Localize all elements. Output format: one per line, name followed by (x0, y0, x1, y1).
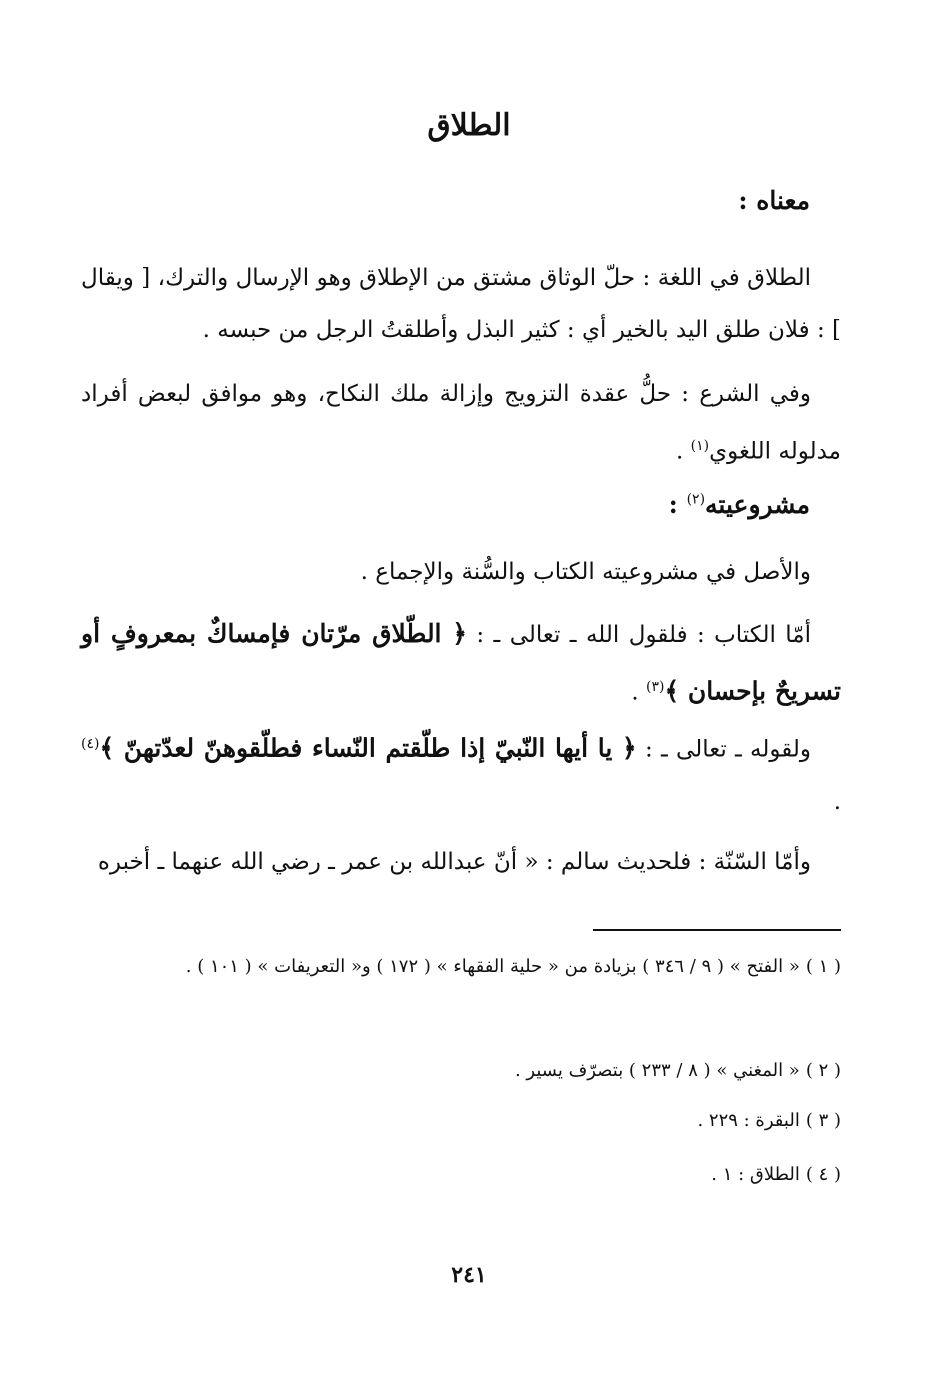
quran-verse-2: ﴿ يا أيها النّبيّ إذا طلّقتم النّساء فطلّقوهنّ لعدّتهنّ ﴾ (99, 733, 637, 763)
paragraph-end: . (833, 788, 841, 815)
footnote-text: الطلاق : ١ . (711, 1164, 800, 1185)
footnote-ref-3: (٣) (646, 679, 665, 695)
legitimacy-paragraph-4-text: وأمّا السّنّة : فلحديث سالم : « أنّ عبدالله بن عمر ـ رضي الله عنهما ـ أخبره (97, 849, 811, 875)
legitimacy-paragraph-1 (81, 546, 841, 598)
legitimacy-paragraph-4 (81, 836, 841, 888)
paragraph-end: . (631, 679, 647, 706)
chapter-title: الطلاق (427, 108, 511, 143)
footnote-3 (81, 1096, 841, 1146)
footnote-number: ( ٣ ) (805, 1110, 841, 1131)
footnote-ref-2: (٢) (686, 491, 706, 508)
footnote-text: البقرة : ٢٢٩ . (697, 1110, 800, 1131)
meaning-paragraph-2 (81, 368, 841, 478)
page-number: ٢٤١ (451, 1262, 487, 1288)
legitimacy-heading-text: مشروعيته (705, 490, 810, 519)
footnote-1 (81, 942, 841, 992)
footnote-ref-1: (١) (690, 438, 710, 454)
meaning-paragraph-1 (81, 252, 841, 356)
meaning-heading: معناه : (738, 186, 810, 215)
legitimacy-paragraph-1-text: والأصل في مشروعيته الكتاب والسُّنة والإجماع . (360, 559, 811, 585)
footnote-number: ( ٤ ) (805, 1164, 841, 1185)
legitimacy-paragraph-3 (81, 718, 841, 828)
footnote-text: « المغني » ( ٨ / ٢٣٣ ) بتصرّف يسير . (514, 1060, 800, 1081)
footnote-2 (81, 1046, 841, 1096)
footnote-4 (81, 1150, 841, 1200)
footnote-number: ( ١ ) (805, 956, 841, 977)
footnote-ref-4: (٤) (81, 736, 100, 752)
quran-verse-1: ﴿ الطّلاق مرّتان فإمساكٌ بمعروفٍ أو تسريحٌ بإحسان ﴾ (81, 619, 841, 706)
legitimacy-paragraph-3-intro: ولقوله ـ تعالى ـ : (636, 736, 812, 763)
legitimacy-paragraph-2 (81, 608, 841, 719)
meaning-paragraph-2-text: وفي الشرع : حلُّ عقدة التزويج وإزالة ملك النكاح، وهو موافق لبعض أفراد مدلوله اللغوي (81, 381, 841, 465)
legitimacy-heading (669, 490, 810, 519)
footnote-separator (593, 929, 841, 931)
paragraph-end: . (675, 438, 691, 465)
footnote-text: « الفتح » ( ٩ / ٣٤٦ ) بزيادة من « حلية الفقهاء » ( ١٧٢ ) و« التعريفات » ( ١٠١ ) . (185, 956, 800, 977)
footnote-number: ( ٢ ) (805, 1060, 841, 1081)
meaning-paragraph-1-text: الطلاق في اللغة : حلّ الوثاق مشتق من الإطلاق وهو الإرسال والترك، [ ويقال ] : فلان طلق اليد بالخير أي : كثير البذل وأطلقتُ الرجل من حبسه . (81, 265, 841, 343)
legitimacy-paragraph-2-intro: أمّا الكتاب : فلقول الله ـ تعالى ـ : (466, 622, 811, 648)
heading-end: : (668, 490, 687, 519)
